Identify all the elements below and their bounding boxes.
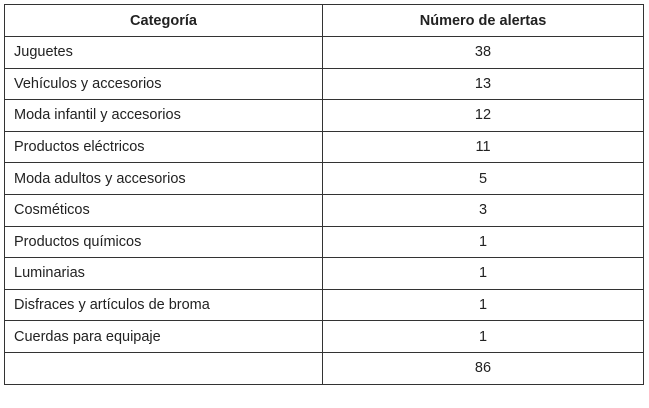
cell-category: Luminarias: [5, 258, 323, 290]
cell-alert-count: 1: [323, 289, 644, 321]
cell-alert-count: 11: [323, 131, 644, 163]
table-row: [5, 289, 644, 321]
cell-category: Cosméticos: [5, 194, 323, 226]
table-row: [5, 68, 644, 100]
table-row: [5, 131, 644, 163]
cell-alert-count: 13: [323, 68, 644, 100]
cell-category: Moda adultos y accesorios: [5, 163, 323, 195]
cell-alert-count: 5: [323, 163, 644, 195]
cell-alert-count: 12: [323, 100, 644, 132]
table-row: [5, 163, 644, 195]
header-category: Categoría: [5, 5, 323, 37]
cell-category: Moda infantil y accesorios: [5, 100, 323, 132]
cell-alert-count: 1: [323, 321, 644, 353]
cell-alert-count: 3: [323, 194, 644, 226]
header-alert-count: Número de alertas: [323, 5, 644, 37]
table-row: [5, 37, 644, 69]
alerts-table-container: [4, 4, 643, 385]
header-row: [5, 5, 644, 37]
cell-alert-count: 38: [323, 37, 644, 69]
cell-alert-count: 1: [323, 258, 644, 290]
table-row: [5, 194, 644, 226]
cell-category: Vehículos y accesorios: [5, 68, 323, 100]
cell-total-label: [5, 352, 323, 384]
cell-alert-count: 1: [323, 226, 644, 258]
cell-category: Productos químicos: [5, 226, 323, 258]
table-header: [5, 5, 644, 37]
table-body: [5, 37, 644, 385]
cell-total-value: 86: [323, 352, 644, 384]
total-row: [5, 352, 644, 384]
cell-category: Productos eléctricos: [5, 131, 323, 163]
cell-category: Disfraces y artículos de broma: [5, 289, 323, 321]
table-row: [5, 100, 644, 132]
alerts-table: [4, 4, 644, 385]
table-row: [5, 258, 644, 290]
table-row: [5, 226, 644, 258]
cell-category: Cuerdas para equipaje: [5, 321, 323, 353]
table-row: [5, 321, 644, 353]
cell-category: Juguetes: [5, 37, 323, 69]
